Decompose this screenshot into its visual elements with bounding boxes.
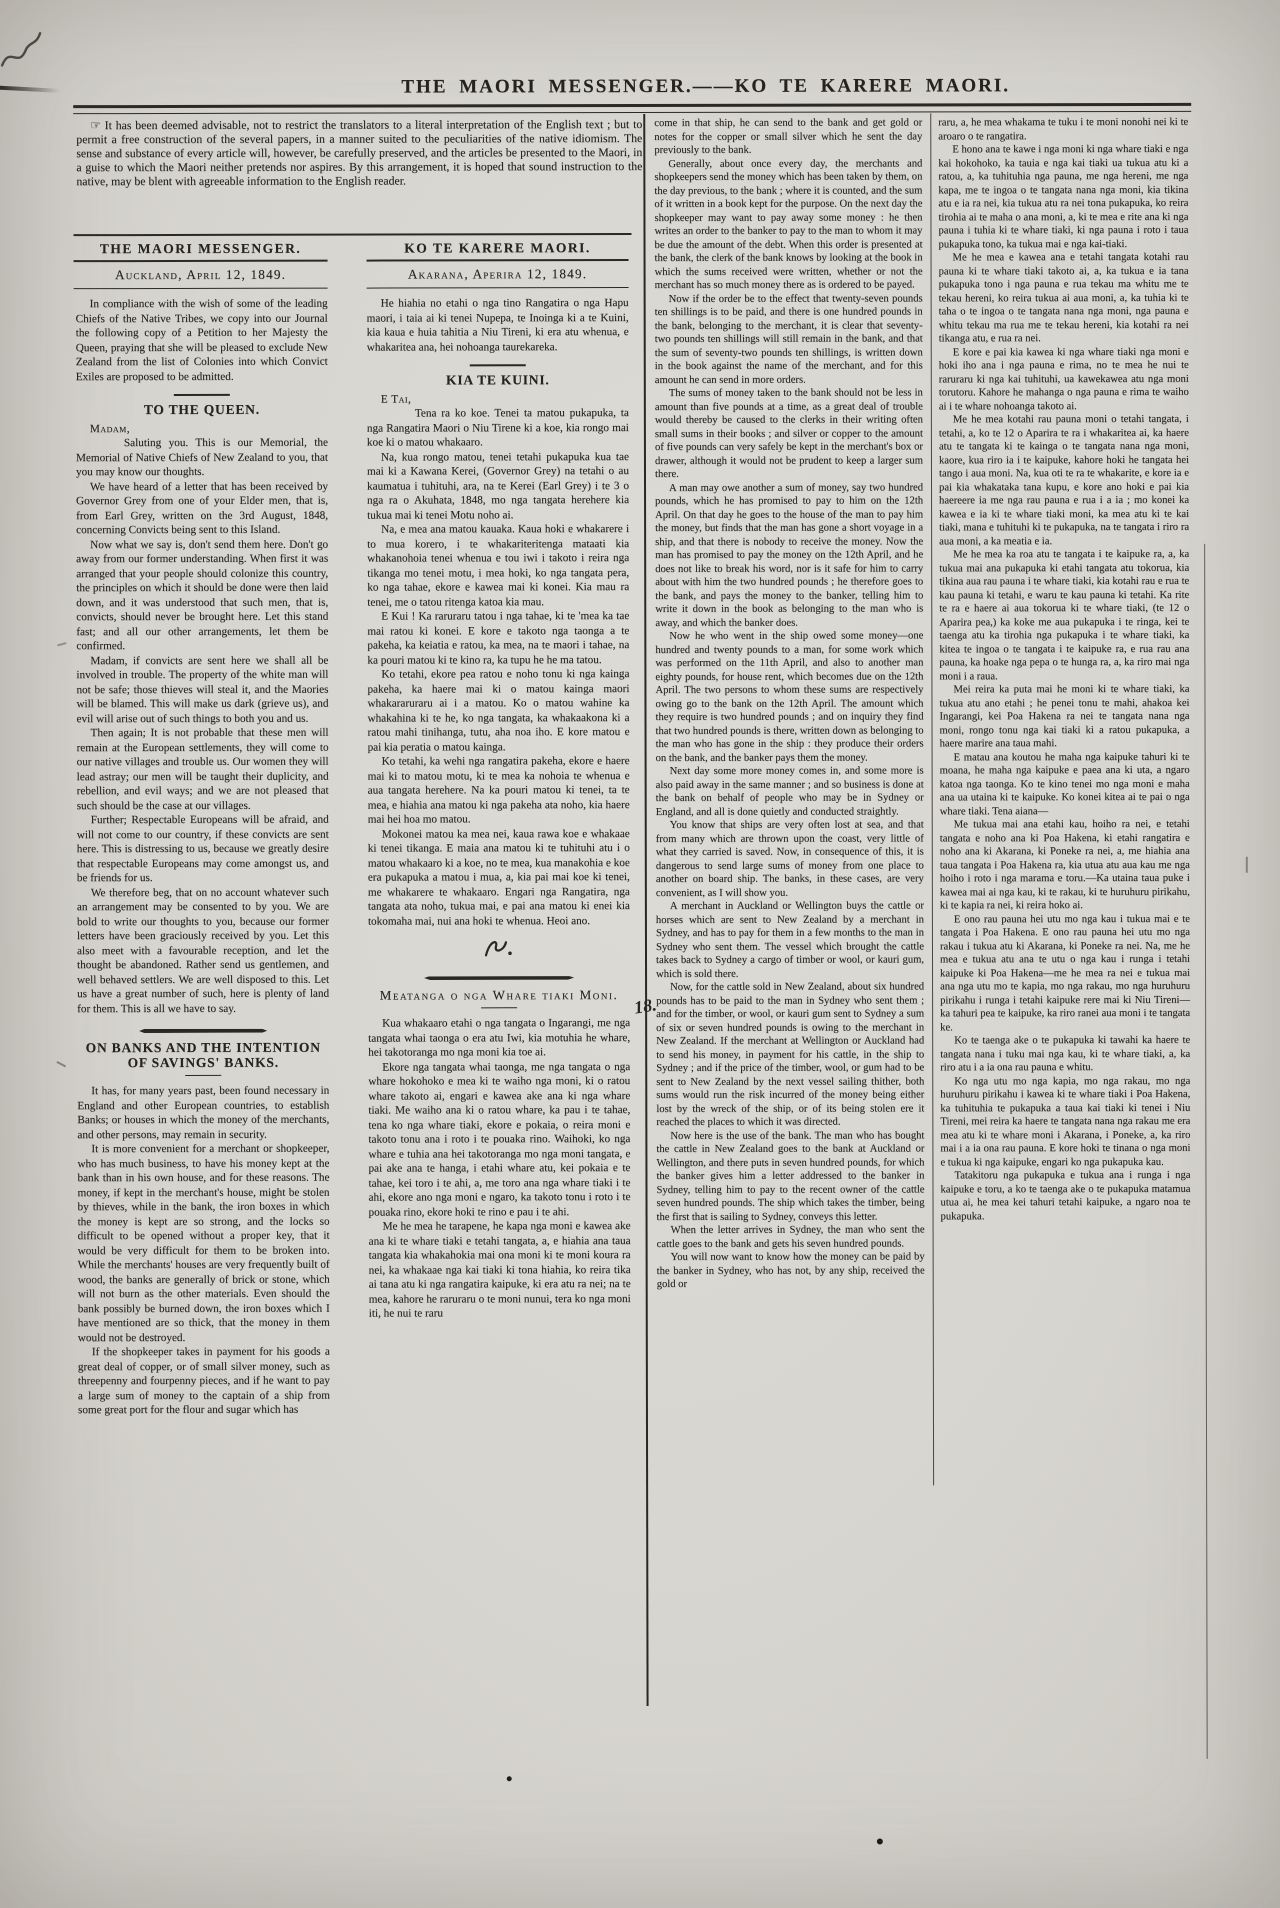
paragraph: E matau ana koutou he maha nga kaipuke tahuri ki te moana, he maha nga kaipuke e paea ana ki uta, a ngaro katoa nga taonga. Ko te kino tenei mo nga moni e maha ana ua utaina ki te kaipuke. Ko konei kitea ai te pai o nga whare tiaki. Tena aiana—	[939, 751, 1190, 817]
maori-paper-name: KO TE KARERE MAORI.	[404, 240, 591, 256]
paragraph: Saluting you. This is our Memorial, the Memorial of Native Chiefs of New Zealand to you, that you may know our thoughts.	[75, 436, 328, 479]
banks-heading-line2: OF SAVINGS' BANKS.	[127, 1054, 279, 1070]
closing-flourish	[368, 936, 630, 963]
paragraph: Now if the order be to the effect that twenty-seven pounds ten shillings is to be paid, and there is one hundred pounds in the bank, belonging to the merchant, it is clear that seventy-two pounds ten shillings will still remain in the bank, and that the sum of seventy-two pounds ten shillings, is written down in the book against the name of the merchant, and for this amount he can send in more orders.	[654, 292, 923, 386]
section-rule	[470, 364, 526, 366]
paragraph: Tatakitoru nga pukapuka e tukua ana i runga i nga kaipuke e toru, a ko te taenga ake o te pukapuka matamua utua ai, he mea kei tahuri tetahi kaipuke, a ngaro noa te pukapuka.	[940, 1169, 1191, 1222]
paragraph: E hono ana te kawe i nga moni ki nga whare tiaki e nga kai hokohoko, ka tauia e nga kai tiaki ua tukua atu ki a ratou, a, ka tuhituhia nga pauna, me nga hereni, me nga kapa, me te ingoa o te tangata nana nga moni, kia tikina atu e ia ra nei, kia tukua atu ra nei tona pukapuka, ko reira tirohia ai te maha o ana moni, a, ki te mea e rite ana ki nga pauna i tuhia ki te whare tiaki, ki nga pauna i roto i taua pukapuka tono, ka tukua mai e nga kai-tiaki.	[938, 143, 1189, 250]
paragraph: Ko tetahi, ekore pea ratou e noho tonu ki nga kainga pakeha, ka haere mai ki o matou kainga maori whakararuraru ai i a matou. Ko o matou wahine ka whakahina ki te he, ko nga tangata, ka whakaakona ki a ratou mahi tinihanga, tutu, aha noa iho. E kore matou e pai kia peratia o matou kainga.	[367, 668, 630, 754]
preamble-bottom-rule	[73, 233, 631, 236]
banks-body-maori	[368, 1016, 631, 1321]
petition-body-english	[76, 436, 329, 1017]
maori-dateline: Akarana, Aperira 12, 1849.	[407, 266, 588, 282]
paragraph: Mokonei matou ka mea nei, kaua rawa koe e whakaae ki tenei tikanga. E maia ana matou ki te tuhituhi atu i o matou whakaaro ki a koe, no te mea, kua manakohia e koe era pukapuka a matou i mua, a, kia pai mai koe ki tenei, me whakarere te whakaaro. Engari nga Rangatira, nga tangata ata noho, tukua mai, e pai ana matou ki enei kia tokomaha mai, nui ana hoki te whenua. Heoi ano.	[367, 827, 630, 928]
paragraph: Me he mea ka roa atu te tangata i te kaipuke ra, a, ka tukua mai ana pukapuka ki etahi tangata atu tokorua, kia tikina aua rau pauna i te whare tiaki, kia kotahi rau e rua te kau pauna ki tetahi, e waru te kau pauna ki tetahi. Ka rite te ra e haere ai aua tokorua ki te whare tiaki, (te 12 o Aparira pea,) ka koke me aua pukapuka i te ringa, kei te taenga atu ka tirohia nga pukapuka i te whare tiaki, ka kitea te ingoa o te tangata i te kaipuke ra, e rua rau ana pauna, ka hoake nga pepa o te hunga ra, a, ka riro mai nga moni i a raua.	[939, 548, 1190, 682]
center-column-rule	[643, 114, 648, 1706]
maori-column-head	[367, 240, 629, 289]
edge-ink-streak	[0, 86, 60, 93]
english-column-head	[74, 241, 328, 290]
to-the-queen-heading: TO THE QUEEN.	[143, 401, 260, 418]
paragraph: Ko nga utu mo nga kapia, mo nga rakau, mo nga huruhuru pirikahu i kawea ki te whare tiaki i Poa Hakena, ka tuhituhia te pukapuka a taua kai tiaki ki tenei i Niu Tireni, mei reira ka haere te tangata nana nga rakau me era mea atu ki te whare moni i Akarana, i Poneke, a, ka riro mai i a ia ona rau pauna. E kore hoki te tinana o nga moni e tukua ki nga kaipuke, engari ko nga pukapuka kau.	[940, 1075, 1191, 1168]
meatanga-heading: Meatanga o nga Whare tiaki Moni.	[379, 986, 619, 1003]
paragraph: Tena ra ko koe. Tenei ta matou pukapuka, ta nga Rangatira Maori o Niu Tirene ki a koe, kia rongo mai koe ki o matou whakaaro.	[366, 407, 629, 449]
paragraph: Then again; It is not probable that these men will remain at the European settlements, they will come to our native villages and trouble us. Our women they will lead astray; our men will be taught their duplicity, and rebellion, and evil ways; and we are not pleased that such should be the case at our villages.	[76, 726, 329, 812]
heading-dash-rule	[481, 1007, 517, 1008]
masthead-double-rule	[73, 103, 1191, 114]
column-english-banks-continued	[654, 116, 925, 1485]
paragraph: A man may owe another a sum of money, say two hundred pounds, which he has promised to pay to him on the 12th April. On that day he goes to the house of the man to pay him the money, but finds that the man has gone a short voyage in a ship, and that there is nobody to receive the money. Now the man has promised to pay the money on the 12th April, and he does not like to break his word, nor is it safe for him to carry about with him the two hundred pounds ; he therefore goes to the bank, and pays the money to the banker, telling him to write it down in the book as belonging to the man who is away, and which the banker does.	[655, 481, 924, 629]
salutation-english: Madam,	[89, 422, 131, 435]
petition-body-maori	[367, 406, 630, 929]
paragraph: It is more convenient for a merchant or shopkeeper, who has much business, to have his money kept at the bank than in his own house, and for these reasons. The money, if kept in the merchant's house, might be stolen by thieves, while in the bank, the iron boxes in which the money is kept are so strong, and the locks so difficult to be opened without a proper key, that it would be very difficult for them to be broken into. While the merchants' houses are very frequently built of wood, the banks are generally of brick or stone, which will not burn as the other materials. Even should the bank possibly be burned down, the iron boxes which I have mentioned are so thick, that the money in them would not be destroyed.	[77, 1142, 330, 1344]
banks-heading-english	[77, 1041, 329, 1071]
paragraph: You will now want to know how the money can be paid by the banker in Sydney, who has not, by any ship, received the gold or	[656, 1251, 925, 1290]
masthead-title: THE MAORI MESSENGER.——KO TE KARERE MAORI.	[401, 75, 1011, 98]
paragraph: Na, kua rongo matou, tenei tetahi pukapuka kua tae mai ki a Kawana Kerei, (Governor Grey) na tetahi o au kaumatua i tuhituhi, ara, na te Kerei (Earl Grey) i te 3 o nga ra o Akuhata, 1848, mo nga tangata herehere kia tukua mai ki tenei Motu noho ai.	[366, 450, 630, 522]
paragraph: E kore e pai kia kawea ki nga whare tiaki nga moni e hoki iho ana i nga pauna e rima, no te mea he nui te raruraru ki nga kai tuhituhi, ua kawekawea atu nga moni torutoru. Kahore he mahanga o nga pauna e rima te waiho ai i te whare nohoanga takoto ai.	[938, 346, 1189, 412]
paragraph: Me tukua mai ana etahi kau, hoiho ra nei, e tetahi tangata e noho ana ki Poa Hakena, ki etahi rangatira e noho ana ki Akarana, ki Poneke ra nei, a, me hiahia ana taua tangata i Poa Hakena ra, kia utua atu aua kau me nga hoiho i roto i nga marama e toru.—Ka utaina taua puke i kawea mai ai nga kau, ki te rakau, ki te huruhuru pirikahu, ki te kapia ra nei, ki reira hoko ai.	[939, 818, 1190, 912]
article-divider-rule	[139, 1029, 267, 1033]
paragraph: Now what we say is, don't send them here. Don't go away from our former understanding. When first it was arranged that your people should colonize this country, the principles on which it should be done were then laid down, and it was understood that such men, that is, convicts, should never be brought here. Let this stand fast; and all our other arrangements, let them be confirmed.	[76, 538, 329, 653]
paragraph: Now, for the cattle sold in New Zealand, about six hundred pounds has to be paid to the man in Sydney who sent them ; and for the timber, or wool, or kauri gum sent to Sydney a sum of six or seven hundred pounds is owing to the merchant in New Zealand. If the merchant at Wellington or Auckland had to send his money, in payment for his cattle, in the ship to Sydney ; and if the price of the timber, wool, or gum had to be sent to New Zealand by the next vessel sailing thither, both sums would run the risk incurred of the money being either lost by the wreck of the ship, or of its being stolen ere it reached the places to which it was directed.	[656, 981, 925, 1128]
paragraph: Now here is the use of the bank. The man who has bought the cattle in New Zealand goes to the bank at Auckland or Wellington, and there puts in seven hundred pounds, for which the banker gives him a letter addressed to the banker in Sydney, telling him to pay to the recent owner of the cattle seven hundred pounds. The ship which takes the timber, being the first that is sailing to Sydney, conveys this letter.	[656, 1129, 925, 1223]
paragraph: Madam, if convicts are sent here we shall all be involved in trouble. The property of the white man will not be safe; those thieves will steal it, and the Maories will be blamed. This will make us dark (grieve us), and evil will arise out of such things to both you and us.	[76, 654, 329, 725]
paragraph: You know that ships are very often lost at sea, and that from many which are thrown upon the coast, very little of what they carried is saved. Now, in consequence of this, it is dangerous to send large sums of money from one place to another on board ship. The banks, in these cases, are very convenient, as I will show you.	[655, 819, 924, 899]
paragraph: Me he mea kotahi rau pauna moni o tetahi tangata, i tetahi, a, ko te 12 o Aparira te ra i whakaritea ai, ka haere atu te tangata ki te kainga o te tangata nana nga moni, kaore, kua riro ia i te kaipuke, kahore hoki he tangata hei tango i aua moni. Na, kua oti te ra te whakarite, e kore ia e pai kia whakataka tana kupu, e kore ano hoki e pai kia haereere ia me nga rau pauna e rua i a ia ; mo konei ka kawea e ia ki te whare tiaki moni, ka mea atu ki te kai tiaki, mana e tuhituhi ki te pukapuka, na te tangata i riro ra aua moni, a ka meatia e ia.	[938, 413, 1190, 547]
paragraph: If the shopkeeper takes in payment for his goods a great deal of copper, or of small silver money, such as threepenny and fourpenny pieces, and if he want to pay a large sum of money to the captain of a ship from some great port for the flour and sugar which has	[77, 1345, 330, 1417]
column-maori-petition	[367, 296, 632, 1709]
scribble-icon	[0, 23, 44, 73]
heading-dash-rule	[185, 1075, 221, 1076]
margin-tick	[56, 1061, 66, 1067]
paragraph: The sums of money taken to the bank should not be less in amount than five pounds at a time, as a great deal of trouble would thereby be caused to the clerks in their writing often small sums in their books ; and silver or copper to the amount of five pounds can very safely be kept in the merchant's box or drawer, although it would not be prudent to keep a larger sum there.	[654, 387, 923, 480]
paragraph: Kua whakaaro etahi o nga tangata o Ingarangi, me nga tangata whai taonga o era atu Iwi, kia motuhia he whare, hei takotoranga mo nga moni kia toe ai.	[368, 1017, 631, 1059]
margin-tick	[57, 642, 66, 646]
paragraph: We therefore beg, that on no account whatever such an arrangement may be consented to by you. We are bold to write our thoughts to you, because our former letters have been graciously received by you. Let this also meet with a favourable reception, and let the thought be abandoned. Rather send us gentlemen, and well behaved settlers. We are well disposed to this. Let us have a great number of such, here is plenty of land for them. This is all we have to say.	[76, 886, 330, 1015]
translation-preamble: ☞ It has been deemed advisable, not to restrict the translators to a literal interpretation of the English text ; but to permit a free construction of the several papers, in a manner suited to the peculiarities of the native idiomism. The sense and substance of every article will, however, be carefully preserved, and the articles be presented to the Maori, in a guise to which the Maori neither pretends nor aspires. By this arrangement, it is hoped that sound instruction to the native, may be blent with agreeable information to the English reader.	[76, 116, 643, 188]
paragraph: Ekore nga tangata whai taonga, me nga tangata o nga whare hokohoko e mea ki te waiho nga moni, ki o ratou whare takoto ai, engari e kawea ake ana ki nga whare tiaki. Me waiho ana ki o ratou whare, ka pau i te tahae, tena ko nga whare tiaki, ekore e pokaia, o reira moni e takoto tonu ana i roto i te pouaka rino. Waihoki, ko nga whare e tuhia ana hei takotoranga mo nga moni tangata, e pai ake ana te hanga, i etahi whare atu, kei pokaia e te tahae, kei toro i te ahi, a, me toro ana nga whare tiaki i te ahi, ekore ano nga moni e ngaro, ka takoto tonu i roto i te pouaka rino, ekore hoki te rino e pau i te ahi.	[368, 1060, 631, 1219]
banks-heading-line1: ON BANKS AND THE INTENTION	[85, 1039, 321, 1056]
paragraph: Generally, about once every day, the merchants and shopkeepers send the money which has been taken by them, on the day previous, to the bank ; where it is counted, and the sum of it written in a book kept for the purpose. On the next day the shopkeeper may want to pay away some money : he then writes an order to the banker to pay to the man to whom it may be due the amount of the debt. When this order is presented at the bank, the clerk of the bank knows by looking at the book in which the sums received were written, whether or not the merchant has so much money there as is ordered to be payed.	[654, 157, 923, 291]
margin-tick	[1246, 857, 1248, 873]
paragraph: Ko tetahi, ka wehi nga rangatira pakeha, ekore e haere mai ki to matou motu, ki te mea ka nohoia te whenua e aua tangata herehere. Na ka pouri matou ki tenei, ta te mea, e hiahia ana matou ki nga pakeha ata noho, kia haere mai hei hoa mo matou.	[367, 755, 630, 826]
ink-dot	[507, 1776, 512, 1781]
section-rule	[174, 394, 230, 396]
ink-dot	[877, 1838, 883, 1844]
paragraph: It has, for many years past, been found necessary in England and other European countries, to establish Banks; or houses in which the money of the merchants, and other persons, may remain in security.	[77, 1084, 330, 1141]
corner-scribble-mark	[0, 23, 44, 78]
maori-head-rule	[367, 259, 629, 262]
paragraph: Na, e mea ana matou kauaka. Kaua hoki e whakarere i to mua korero, i te whakariteritenga mataati kia whakanohoia tenei whenua e tou iwi i takoto i reira nga tikanga mo tenei motu, i mea hoki, ko nga tangata pera, ko nga tahae, ekore e kawea mai ki konei. Kia mau ra tenei, me o tatou ritenga katoa kia mau.	[367, 523, 630, 609]
paragraph: come in that ship, he can send to the bank and get gold or notes for the copper or small silver which he sent the day previously to the bank.	[654, 117, 923, 156]
english-dateline: Auckland, April 12, 1849.	[114, 266, 287, 283]
paragraph: Mei reira ka puta mai he moni ki te whare tiaki, ka tukua atu ano etahi ; he penei tonu te mahi, ahakoa kei Ingarangi, kei Poa Hakena ra nei te tangata nana nga moni, rongo tonu nga kai tiaki ki a ratou pukapuka, a haere marire ana taua mahi.	[939, 683, 1190, 750]
paragraph: Further; Respectable Europeans will be afraid, and will not come to our country, if these convicts are sent here. This is distressing to us, because we greatly desire that respectable Europeans may come amongst us, and be friends for us.	[76, 813, 329, 885]
flourish-icon	[482, 936, 516, 958]
paragraph: E ono rau pauna hei utu mo nga kau i tukua mai e te tangata i Poa Hakena. E ono rau pauna hei utu mo nga rakau i tukua atu ki Akarana, ki Poneke ra nei. Na, me he mea e tukua atu ana te utu o nga kau i runga i tetahi kaipuke ki Poa Hakena—me he mea ra nei e tukua mai ana nga utu mo te kapia, mo nga rakau, mo nga huruhuru pirikahu i runga i tetahi kaipuke rere mai ki Niu Tireni—ka tahuri pea te kaipuke, ka riro ranei aua moni i te tangata ke.	[939, 913, 1191, 1033]
article-divider-rule	[424, 976, 574, 980]
paragraph: Next day some more money comes in, and some more is also paid away in the same manner ; and so business is done at the bank on behalf of people who may be in Sydney or England, and all is done quietly and conducted straightly.	[655, 765, 924, 818]
column-english-petition	[76, 297, 331, 1796]
paragraph: raru, a, he mea whakama te tuku i te moni nonohi nei ki te aroaro o te rangatira.	[938, 116, 1189, 142]
ink-mark: 18.	[632, 994, 658, 1018]
petition-intro-maori: He hiahia no etahi o nga tino Rangatira o nga Hapu maori, i taia ai ki tenei Nupepa, te Inoinga ki a te Kuini, kia kaua e huia tahitia a Niu Tireni, ki era atu whenua, e whakaritea ana, hei nohoanga taurekareka.	[366, 297, 629, 354]
column-maori-banks-continued	[938, 116, 1191, 1485]
paragraph: When the letter arrives in Sydney, the man who sent the cattle goes to the bank and gets his seven hundred pounds.	[656, 1224, 925, 1250]
paragraph: Ko te taenga ake o te pukapuka ki tawahi ka haere te tangata nana i tuku mai nga kau, ki te whare tiaki, a, ka riro atu i a ia ona rau pauna e whitu.	[940, 1034, 1191, 1074]
paragraph: Now he who went in the ship owed some money—one hundred and twenty pounds to a man, for some work which was performed on the 11th April, and also to another man eighty pounds, for house rent, which becomes due on the 12th April. The two persons to whom these sums are respectively owing go to the bank on the 12th April. The amount which they require is two hundred pounds ; and on inquiry they find that two hundred pounds is there, written down as belonging to the man who has gone in the ship : they produce their orders on the bank, and the banker pays them the money.	[655, 630, 924, 764]
banks-body-english	[77, 1084, 330, 1418]
kia-te-kuini-heading: KIA TE KUINI.	[446, 372, 550, 388]
maori-body-rule	[367, 287, 629, 289]
paragraph: We have heard of a letter that has been received by Governor Grey from one of your Elder men, that is, from Earl Grey, written on the 3rd August, 1848, concerning Convicts being sent to this Island.	[76, 480, 329, 537]
english-paper-name: THE MAORI MESSENGER.	[99, 240, 302, 257]
salutation-maori: E Tai,	[380, 392, 412, 406]
english-body-rule	[74, 288, 328, 290]
paragraph: E Kui ! Ka raruraru tatou i nga tahae, ki te 'mea ka tae mai ratou ki konei. E kore e takoto nga taonga a te pakeha, ka keiatia e ratou, ka mea, na te maori i tahae, na ka pouri matou ki te kino ra, ka tupu he he ma tatou.	[367, 610, 630, 667]
right-margin-line	[1204, 544, 1208, 1759]
english-head-rule	[74, 260, 328, 263]
right-column-rule	[930, 113, 934, 1485]
paragraph: A merchant in Auckland or Wellington buys the cattle or horses which are sent to New Zealand by a merchant in Sydney, and has to pay for them in a few months to the man in Sydney who sent them. The vessel which brought the cattle takes back to Sydney a cargo of timber or wool, or kauri gum, which is sold there.	[655, 900, 925, 980]
paragraph: Me he mea he tarapene, he kapa nga moni e kawea ake ana ki te whare tiaki e tetahi tangata, a, e hiahia ana taua tangata kia whakahokia mai ona moni ki te moni koura ra nei, ka whakaae nga kai tiaki ki tona hiahia, ko reira tika ai tana atu ki nga rangatira kaipuke, ki era atu ra nei; na te mea, kahore he raruraru o te moni nunui, tera ko nga moni iti, he nui te raru	[368, 1220, 631, 1320]
paragraph: Me he mea e kawea ana e tetahi tangata kotahi rau pauna ki te whare tiaki takoto ai, a, ka tukua e ia tana pukapuka tono i nga pauna e rua tekau ma whitu me te tekau hereni, ko reira tukua ai aua moni, a, ka tuhia ki te taha o te ingoa o te tangata nana nga moni, nga pauna e whitu tekau ma rua me te tekau hereni, kia kotahi ra nei tikanga atu, e rua ra nei.	[938, 251, 1189, 345]
petition-intro-english: In compliance with the wish of some of the leading Chiefs of the Native Tribes, we copy into our Journal the following copy of a Petition to her Majesty the Queen, praying that she will be pleased to exclude New Zealand from the list of Colonies into which Convict Exiles are proposed to be admitted.	[75, 297, 328, 383]
